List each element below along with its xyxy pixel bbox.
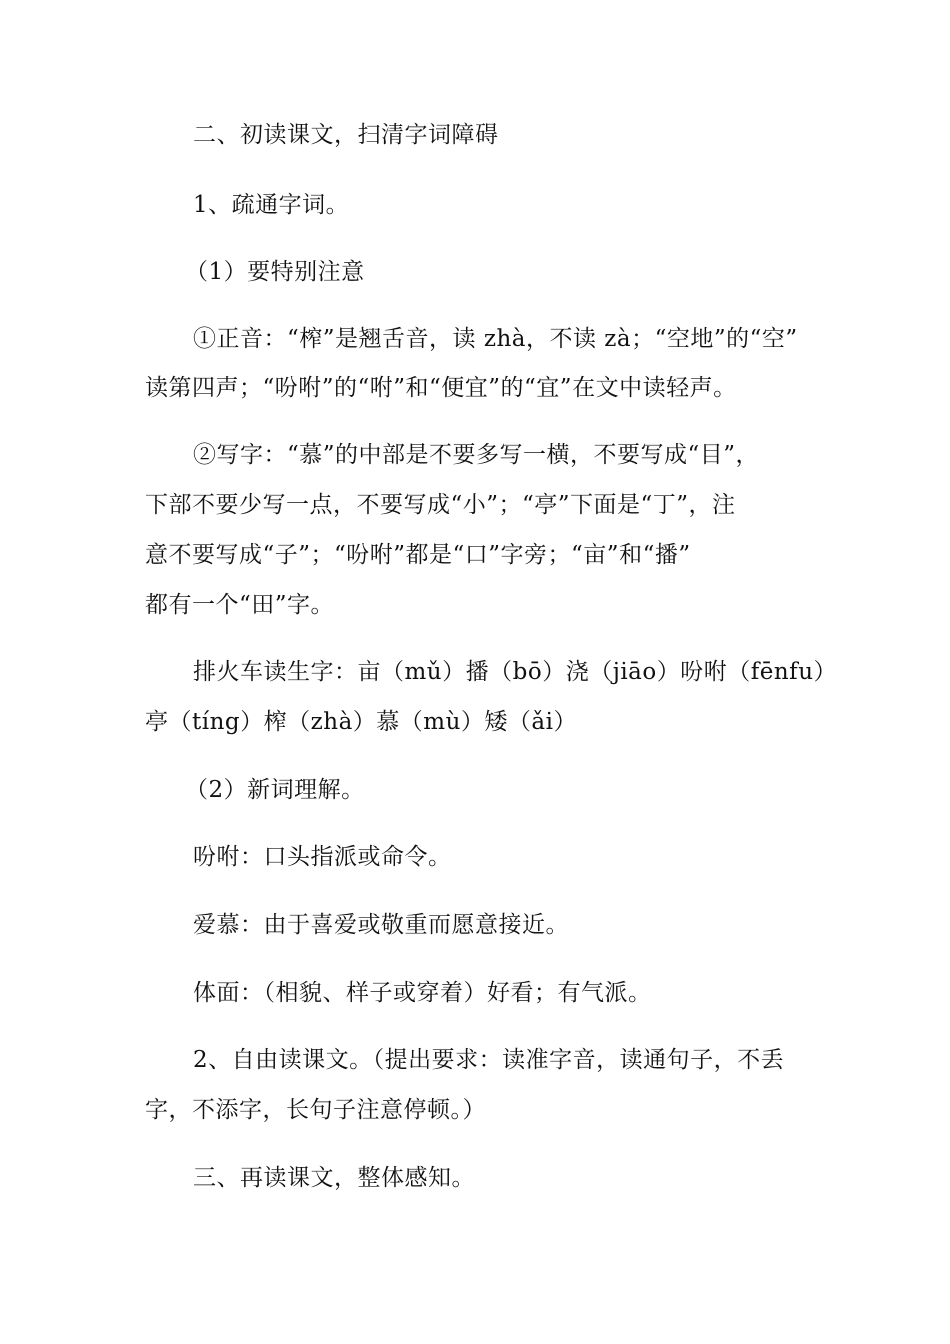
paragraph-free-read-line-2: 字，不添字，长句子注意停顿。） [145, 1097, 486, 1123]
paragraph-writing-line-4: 都有一个“田”字。 [145, 592, 335, 618]
paragraph-writing-line-3: 意不要写成“子”；“吩咐”都是“口”字旁；“亩”和“播” [145, 542, 691, 568]
paragraph-pronunciation-line-1: ①正音：“榨”是翘舌音，读 zhà，不读 zà；“空地”的“空” [193, 326, 798, 352]
paragraph-writing-line-1: ②写字：“慕”的中部是不要多写一横，不要写成“目”， [193, 442, 760, 468]
definition-aimu: 爱慕：由于喜爱或敬重而愿意接近。 [193, 912, 569, 938]
subheading-1-1: （1）要特别注意 [185, 259, 365, 285]
subheading-1: 1、疏通字词。 [193, 192, 350, 218]
paragraph-chars-line-1: 排火车读生字：亩（mǔ）播（bō）浇（jiāo）吩咐（fēnfu） [193, 659, 838, 685]
paragraph-pronunciation-line-2: 读第四声；“吩咐”的“咐”和“便宜”的“宜”在文中读轻声。 [145, 375, 737, 401]
section-heading-3: 三、再读课文，整体感知。 [193, 1165, 475, 1191]
paragraph-free-read-line-1: 2、自由读课文。（提出要求：读准字音，读通句子，不丢 [193, 1047, 785, 1073]
definition-timian: 体面：（相貌、样子或穿着）好看；有气派。 [193, 980, 652, 1006]
definition-fenfu: 吩咐：口头指派或命令。 [193, 844, 452, 870]
paragraph-writing-line-2: 下部不要少写一点，不要写成“小”；“亭”下面是“丁”，注 [145, 492, 736, 518]
section-heading-2: 二、初读课文，扫清字词障碍 [193, 122, 499, 148]
paragraph-chars-line-2: 亭（tíng）榨（zhà）慕（mù）矮（ǎi） [145, 709, 577, 735]
subheading-1-2: （2）新词理解。 [185, 777, 365, 803]
